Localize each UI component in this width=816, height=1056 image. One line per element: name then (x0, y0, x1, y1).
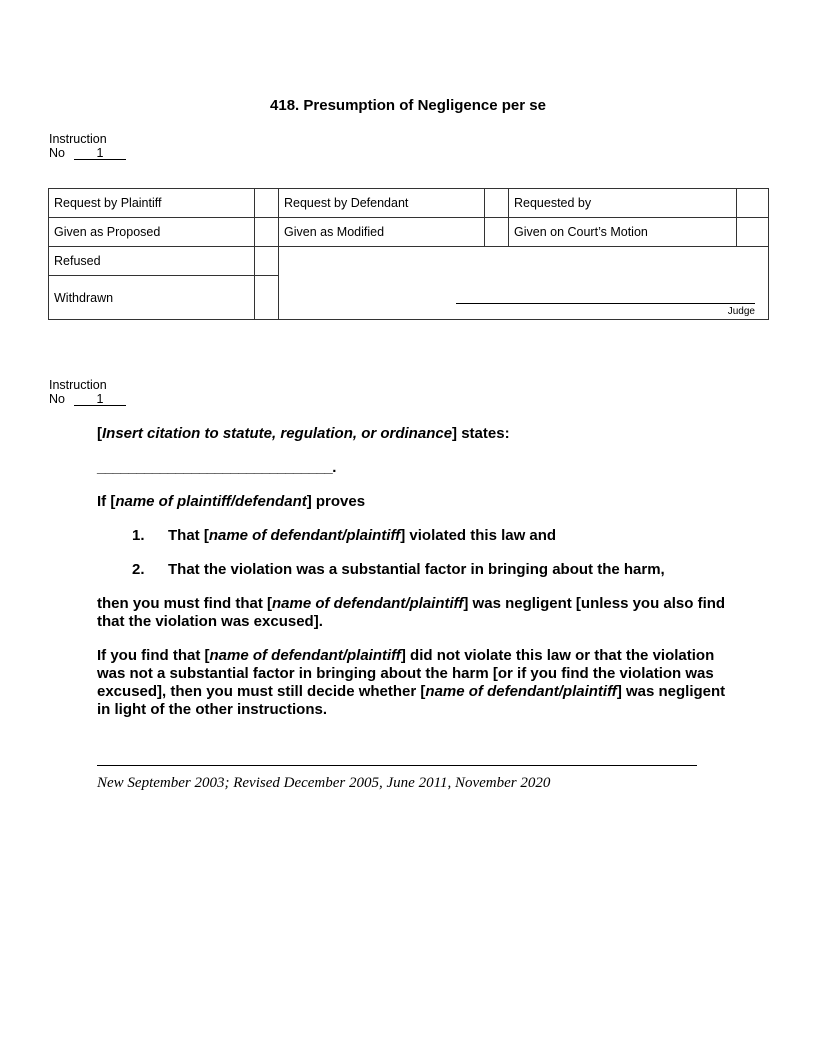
request-disposition-table (48, 188, 769, 320)
proves-paragraph (97, 493, 737, 511)
statute-citation-paragraph (97, 425, 737, 443)
placeholder-text: name of plaintiff/defendant (115, 493, 307, 510)
instruction-no-label: No (49, 146, 65, 160)
request-by-defendant-box[interactable] (485, 189, 509, 218)
negligence-conclusion-paragraph (97, 595, 737, 631)
instruction-no-label: No (49, 392, 65, 406)
placeholder-text: Insert citation to statute, regulation, or ordinance (102, 425, 453, 442)
given-as-proposed-label: Given as Proposed (49, 218, 255, 247)
footnote-divider (97, 765, 697, 766)
list-text: That the violation was a substantial factor in bringing about the harm, (168, 561, 665, 578)
instruction-number-row (49, 146, 126, 160)
instruction-no-value: 1 (74, 393, 126, 406)
refused-label: Refused (49, 247, 255, 276)
placeholder-text: name of defendant/plaintiff (425, 683, 617, 700)
judge-label: Judge (727, 306, 755, 317)
instruction-number-row (49, 392, 126, 406)
instruction-label: Instruction (49, 378, 107, 392)
list-text (168, 527, 556, 545)
text-run: If [ (97, 493, 116, 510)
request-by-plaintiff-label: Request by Plaintiff (49, 189, 255, 218)
text-run: ] was negligent [unless you also find that the violation was excused]. (97, 595, 726, 630)
judge-signature-line[interactable] (456, 303, 755, 304)
list-item (97, 527, 737, 545)
page-title: 418. Presumption of Negligence per se (270, 97, 546, 114)
instruction-block-top (49, 132, 126, 160)
requested-by-label: Requested by (509, 189, 737, 218)
given-as-modified-box[interactable] (485, 218, 509, 247)
text-run: ] did not violate this law or that the violation was not a substantial factor in bringing about the harm [or if you find the violation was excused], then you must still decide whether [ (97, 647, 715, 700)
list-number: 2. (132, 561, 145, 578)
list-number: 1. (132, 527, 145, 544)
text-run: ] violated this law and (400, 527, 557, 544)
given-on-courts-motion-label: Given on Court’s Motion (509, 218, 737, 247)
text-run: ] proves (306, 493, 366, 510)
text-run: ] was negligent in light of the other instructions. (97, 683, 726, 718)
revision-history-note: New September 2003; Revised December 2005, June 2011, November 2020 (97, 775, 551, 791)
given-on-courts-motion-box[interactable] (737, 218, 769, 247)
instruction-no-value: 1 (74, 147, 126, 160)
request-by-defendant-label: Request by Defendant (279, 189, 485, 218)
request-by-plaintiff-box[interactable] (255, 189, 279, 218)
statute-text-blank: ______________________________. (97, 459, 336, 476)
text-run: If you find that [ (97, 647, 210, 664)
judge-signature-area (279, 247, 769, 320)
instruction-label: Instruction (49, 132, 107, 146)
requested-by-box[interactable] (737, 189, 769, 218)
withdrawn-label: Withdrawn (49, 276, 255, 320)
given-as-proposed-box[interactable] (255, 218, 279, 247)
text-run: then you must find that [ (97, 595, 272, 612)
instruction-body (97, 425, 737, 719)
instruction-block-bottom (49, 378, 126, 406)
refused-box[interactable] (255, 247, 279, 276)
text-run: That [ (168, 527, 209, 544)
list-item (97, 561, 737, 579)
text-run: [ (97, 425, 102, 442)
withdrawn-box[interactable] (255, 276, 279, 320)
placeholder-text: name of defendant/plaintiff (208, 527, 401, 544)
alternative-finding-paragraph (97, 647, 737, 719)
text-run: ] states: (452, 425, 510, 442)
given-as-modified-label: Given as Modified (279, 218, 485, 247)
placeholder-text: name of defendant/plaintiff (271, 595, 464, 612)
placeholder-text: name of defendant/plaintiff (209, 647, 401, 664)
